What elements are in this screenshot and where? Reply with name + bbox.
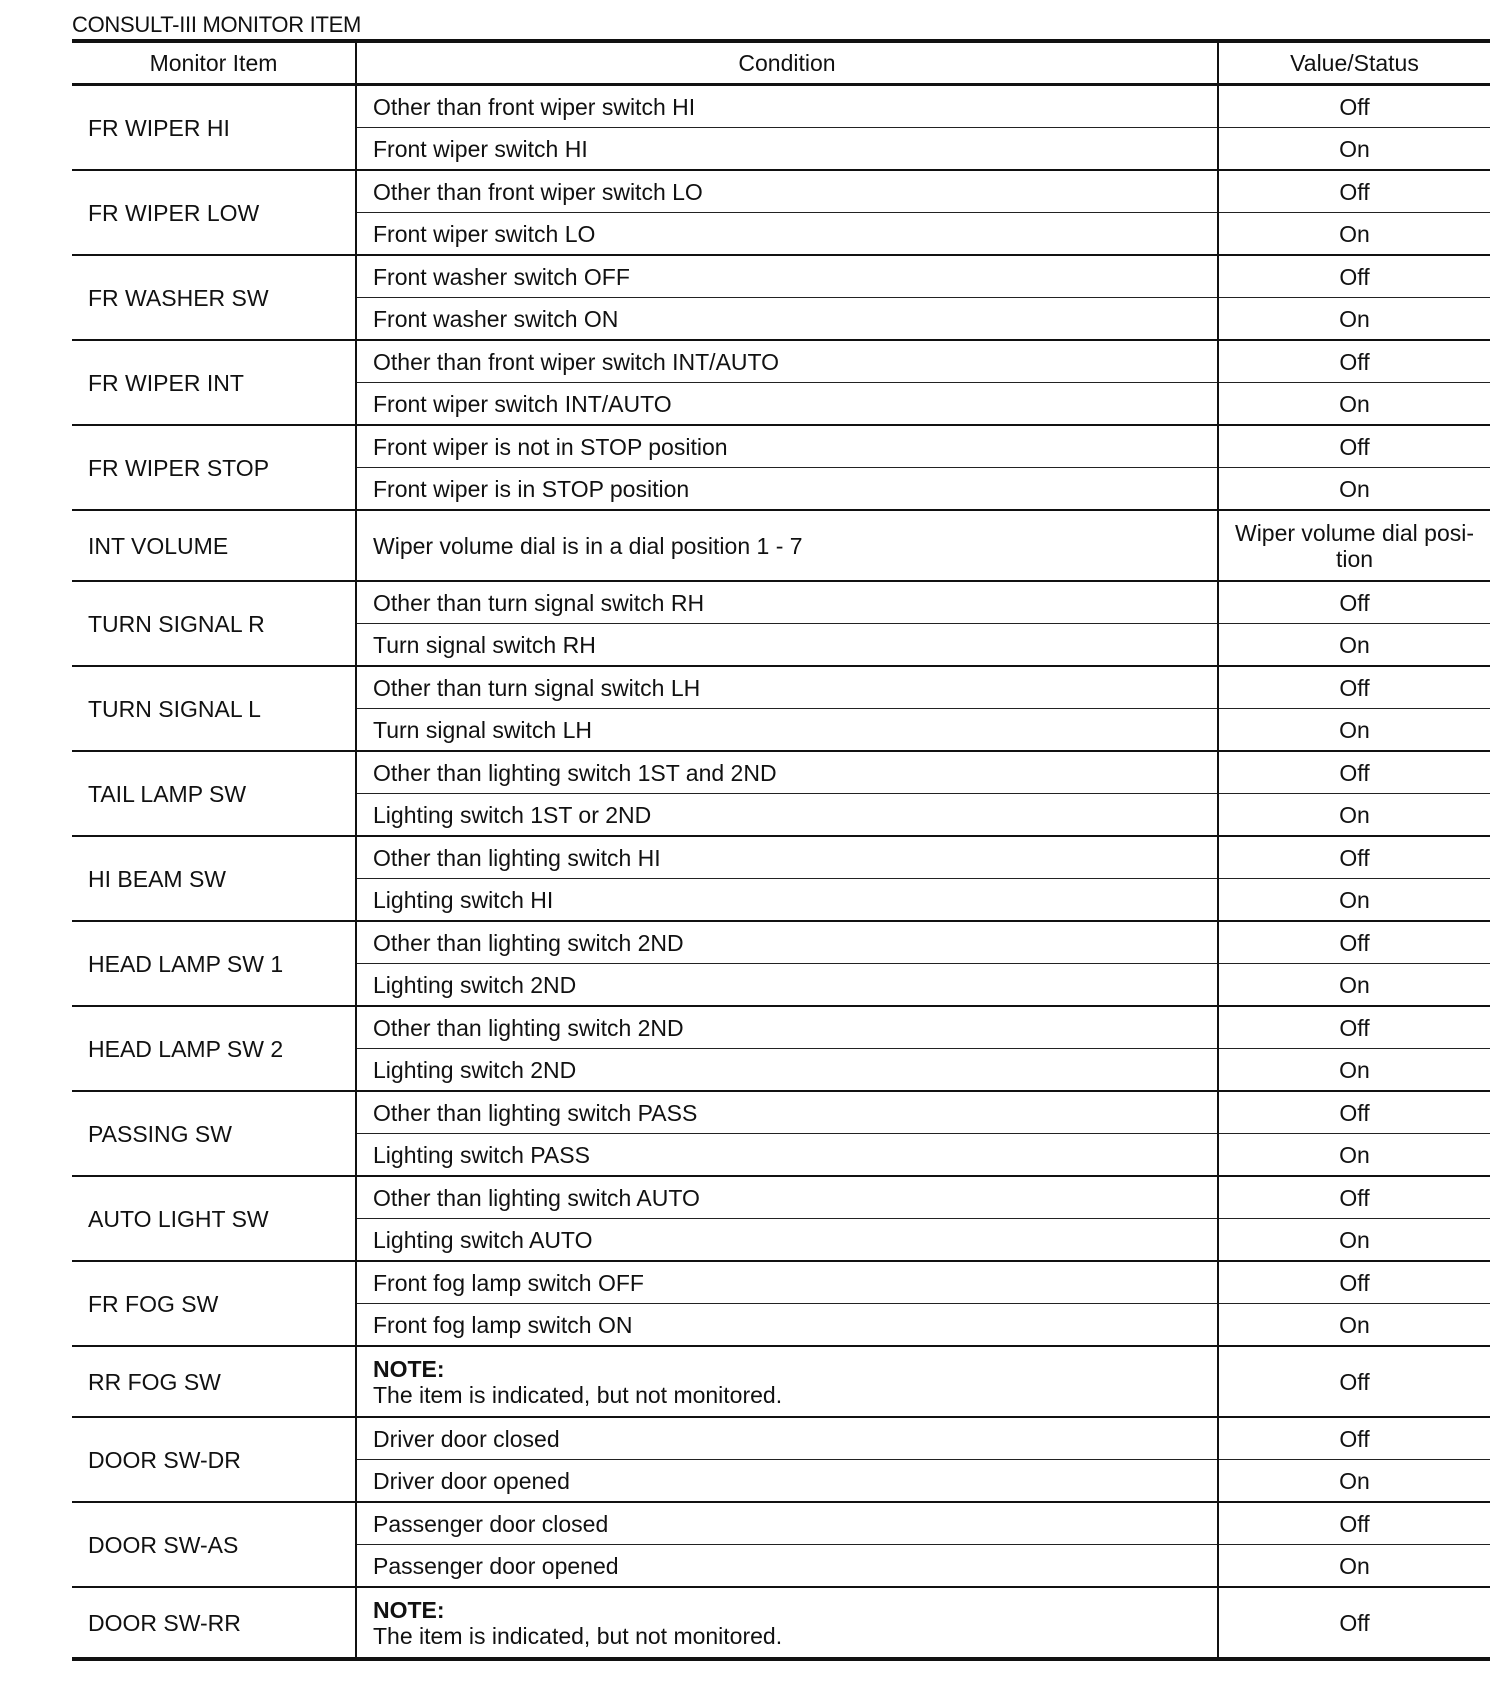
- value-status-cell: On: [1218, 1049, 1490, 1092]
- monitor-item-cell: FR FOG SW: [72, 1261, 356, 1346]
- note-label: NOTE:: [373, 1355, 445, 1382]
- value-status-cell: Off: [1218, 1417, 1490, 1460]
- value-status-cell: On: [1218, 213, 1490, 256]
- value-status-cell: Off: [1218, 836, 1490, 879]
- table-row: [72, 1587, 1490, 1659]
- monitor-item-cell: FR WASHER SW: [72, 255, 356, 340]
- condition-cell: Front wiper is in STOP position: [356, 468, 1218, 511]
- table-row: [72, 425, 1490, 468]
- monitor-item-cell: TURN SIGNAL L: [72, 666, 356, 751]
- table-row: [72, 1417, 1490, 1460]
- monitor-item-cell: DOOR SW-AS: [72, 1502, 356, 1587]
- note-text: The item is indicated, but not monitored.: [373, 1622, 783, 1649]
- value-status-cell: Off: [1218, 666, 1490, 709]
- table-row: [72, 1006, 1490, 1049]
- monitor-item-cell: FR WIPER LOW: [72, 170, 356, 255]
- monitor-item-cell: INT VOLUME: [72, 510, 356, 581]
- condition-cell: Lighting switch AUTO: [356, 1219, 1218, 1262]
- table-row: [72, 1502, 1490, 1545]
- condition-cell: Front washer switch OFF: [356, 255, 1218, 298]
- table-row: [72, 510, 1490, 581]
- value-status-cell: Off: [1218, 255, 1490, 298]
- value-status-cell: Off: [1218, 751, 1490, 794]
- monitor-item-cell: HEAD LAMP SW 1: [72, 921, 356, 1006]
- monitor-item-cell: DOOR SW-DR: [72, 1417, 356, 1502]
- condition-cell: Other than lighting switch HI: [356, 836, 1218, 879]
- condition-cell: Driver door opened: [356, 1460, 1218, 1503]
- monitor-item-cell: HEAD LAMP SW 2: [72, 1006, 356, 1091]
- value-status-cell: Off: [1218, 340, 1490, 383]
- value-status-cell: Off: [1218, 85, 1490, 128]
- table-row: [72, 340, 1490, 383]
- header-condition: Condition: [356, 41, 1218, 85]
- condition-cell: Front wiper switch HI: [356, 128, 1218, 171]
- value-status-cell: Wiper volume dial posi- tion: [1218, 510, 1490, 581]
- table-header-row: [72, 41, 1490, 85]
- condition-cell: Other than lighting switch 2ND: [356, 1006, 1218, 1049]
- condition-cell: Turn signal switch RH: [356, 624, 1218, 667]
- condition-cell: [356, 1587, 1218, 1659]
- value-status-cell: Off: [1218, 1587, 1490, 1659]
- table-row: [72, 581, 1490, 624]
- header-monitor-item: Monitor Item: [72, 41, 356, 85]
- value-status-cell: On: [1218, 624, 1490, 667]
- value-status-cell: On: [1218, 1460, 1490, 1503]
- value-status-cell: On: [1218, 964, 1490, 1007]
- table-row: [72, 1261, 1490, 1304]
- note-text: The item is indicated, but not monitored.: [373, 1381, 783, 1408]
- value-status-cell: On: [1218, 1304, 1490, 1347]
- table-row: [72, 666, 1490, 709]
- condition-cell: Other than front wiper switch INT/AUTO: [356, 340, 1218, 383]
- monitor-item-cell: FR WIPER STOP: [72, 425, 356, 510]
- monitor-item-cell: FR WIPER INT: [72, 340, 356, 425]
- condition-cell: Other than lighting switch 1ST and 2ND: [356, 751, 1218, 794]
- header-value-status: Value/Status: [1218, 41, 1490, 85]
- value-status-cell: Off: [1218, 1006, 1490, 1049]
- monitor-item-cell: DOOR SW-RR: [72, 1587, 356, 1659]
- table-row: [72, 921, 1490, 964]
- value-status-cell: Off: [1218, 1261, 1490, 1304]
- value-status-cell: Off: [1218, 921, 1490, 964]
- monitor-item-cell: FR WIPER HI: [72, 85, 356, 171]
- condition-cell: Wiper volume dial is in a dial position 1 - 7: [356, 510, 1218, 581]
- value-status-cell: Off: [1218, 581, 1490, 624]
- value-status-cell: On: [1218, 298, 1490, 341]
- condition-cell: Lighting switch HI: [356, 879, 1218, 922]
- condition-cell: Other than front wiper switch HI: [356, 85, 1218, 128]
- condition-cell: Turn signal switch LH: [356, 709, 1218, 752]
- condition-cell: Front washer switch ON: [356, 298, 1218, 341]
- condition-cell: Lighting switch 1ST or 2ND: [356, 794, 1218, 837]
- condition-cell: Driver door closed: [356, 1417, 1218, 1460]
- condition-cell: Front wiper switch INT/AUTO: [356, 383, 1218, 426]
- table-row: [72, 1091, 1490, 1134]
- monitor-item-cell: PASSING SW: [72, 1091, 356, 1176]
- monitor-item-cell: HI BEAM SW: [72, 836, 356, 921]
- value-status-cell: On: [1218, 879, 1490, 922]
- monitor-item-cell: AUTO LIGHT SW: [72, 1176, 356, 1261]
- value-status-cell: Off: [1218, 1502, 1490, 1545]
- value-status-cell: Off: [1218, 1091, 1490, 1134]
- condition-cell: Other than turn signal switch RH: [356, 581, 1218, 624]
- value-status-cell: On: [1218, 794, 1490, 837]
- table-body: [72, 85, 1490, 1660]
- condition-cell: Other than lighting switch PASS: [356, 1091, 1218, 1134]
- condition-cell: Other than lighting switch 2ND: [356, 921, 1218, 964]
- value-status-cell: On: [1218, 468, 1490, 511]
- condition-cell: Lighting switch PASS: [356, 1134, 1218, 1177]
- monitor-item-cell: RR FOG SW: [72, 1346, 356, 1417]
- table-row: [72, 85, 1490, 128]
- table-row: [72, 170, 1490, 213]
- table-row: [72, 751, 1490, 794]
- monitor-item-cell: TAIL LAMP SW: [72, 751, 356, 836]
- document-title: CONSULT-III MONITOR ITEM: [72, 12, 361, 37]
- condition-cell: Other than lighting switch AUTO: [356, 1176, 1218, 1219]
- monitor-item-cell: TURN SIGNAL R: [72, 581, 356, 666]
- value-status-cell: On: [1218, 709, 1490, 752]
- table-row: [72, 255, 1490, 298]
- condition-cell: Other than turn signal switch LH: [356, 666, 1218, 709]
- condition-cell: Other than front wiper switch LO: [356, 170, 1218, 213]
- value-status-cell: On: [1218, 383, 1490, 426]
- table-row: [72, 1176, 1490, 1219]
- note-label: NOTE:: [373, 1596, 445, 1623]
- value-status-cell: Off: [1218, 1176, 1490, 1219]
- condition-cell: Lighting switch 2ND: [356, 964, 1218, 1007]
- condition-cell: Passenger door opened: [356, 1545, 1218, 1588]
- condition-cell: Lighting switch 2ND: [356, 1049, 1218, 1092]
- table-row: [72, 1346, 1490, 1417]
- condition-cell: Front fog lamp switch OFF: [356, 1261, 1218, 1304]
- value-status-cell: Off: [1218, 170, 1490, 213]
- value-status-cell: On: [1218, 1134, 1490, 1177]
- value-status-cell: Off: [1218, 1346, 1490, 1417]
- value-status-cell: Off: [1218, 425, 1490, 468]
- table-row: [72, 836, 1490, 879]
- condition-cell: Front fog lamp switch ON: [356, 1304, 1218, 1347]
- value-status-cell: On: [1218, 1545, 1490, 1588]
- condition-cell: Front wiper switch LO: [356, 213, 1218, 256]
- monitor-item-table: [72, 39, 1490, 1661]
- condition-cell: Front wiper is not in STOP position: [356, 425, 1218, 468]
- condition-cell: [356, 1346, 1218, 1417]
- value-status-cell: On: [1218, 128, 1490, 171]
- value-status-cell: On: [1218, 1219, 1490, 1262]
- condition-cell: Passenger door closed: [356, 1502, 1218, 1545]
